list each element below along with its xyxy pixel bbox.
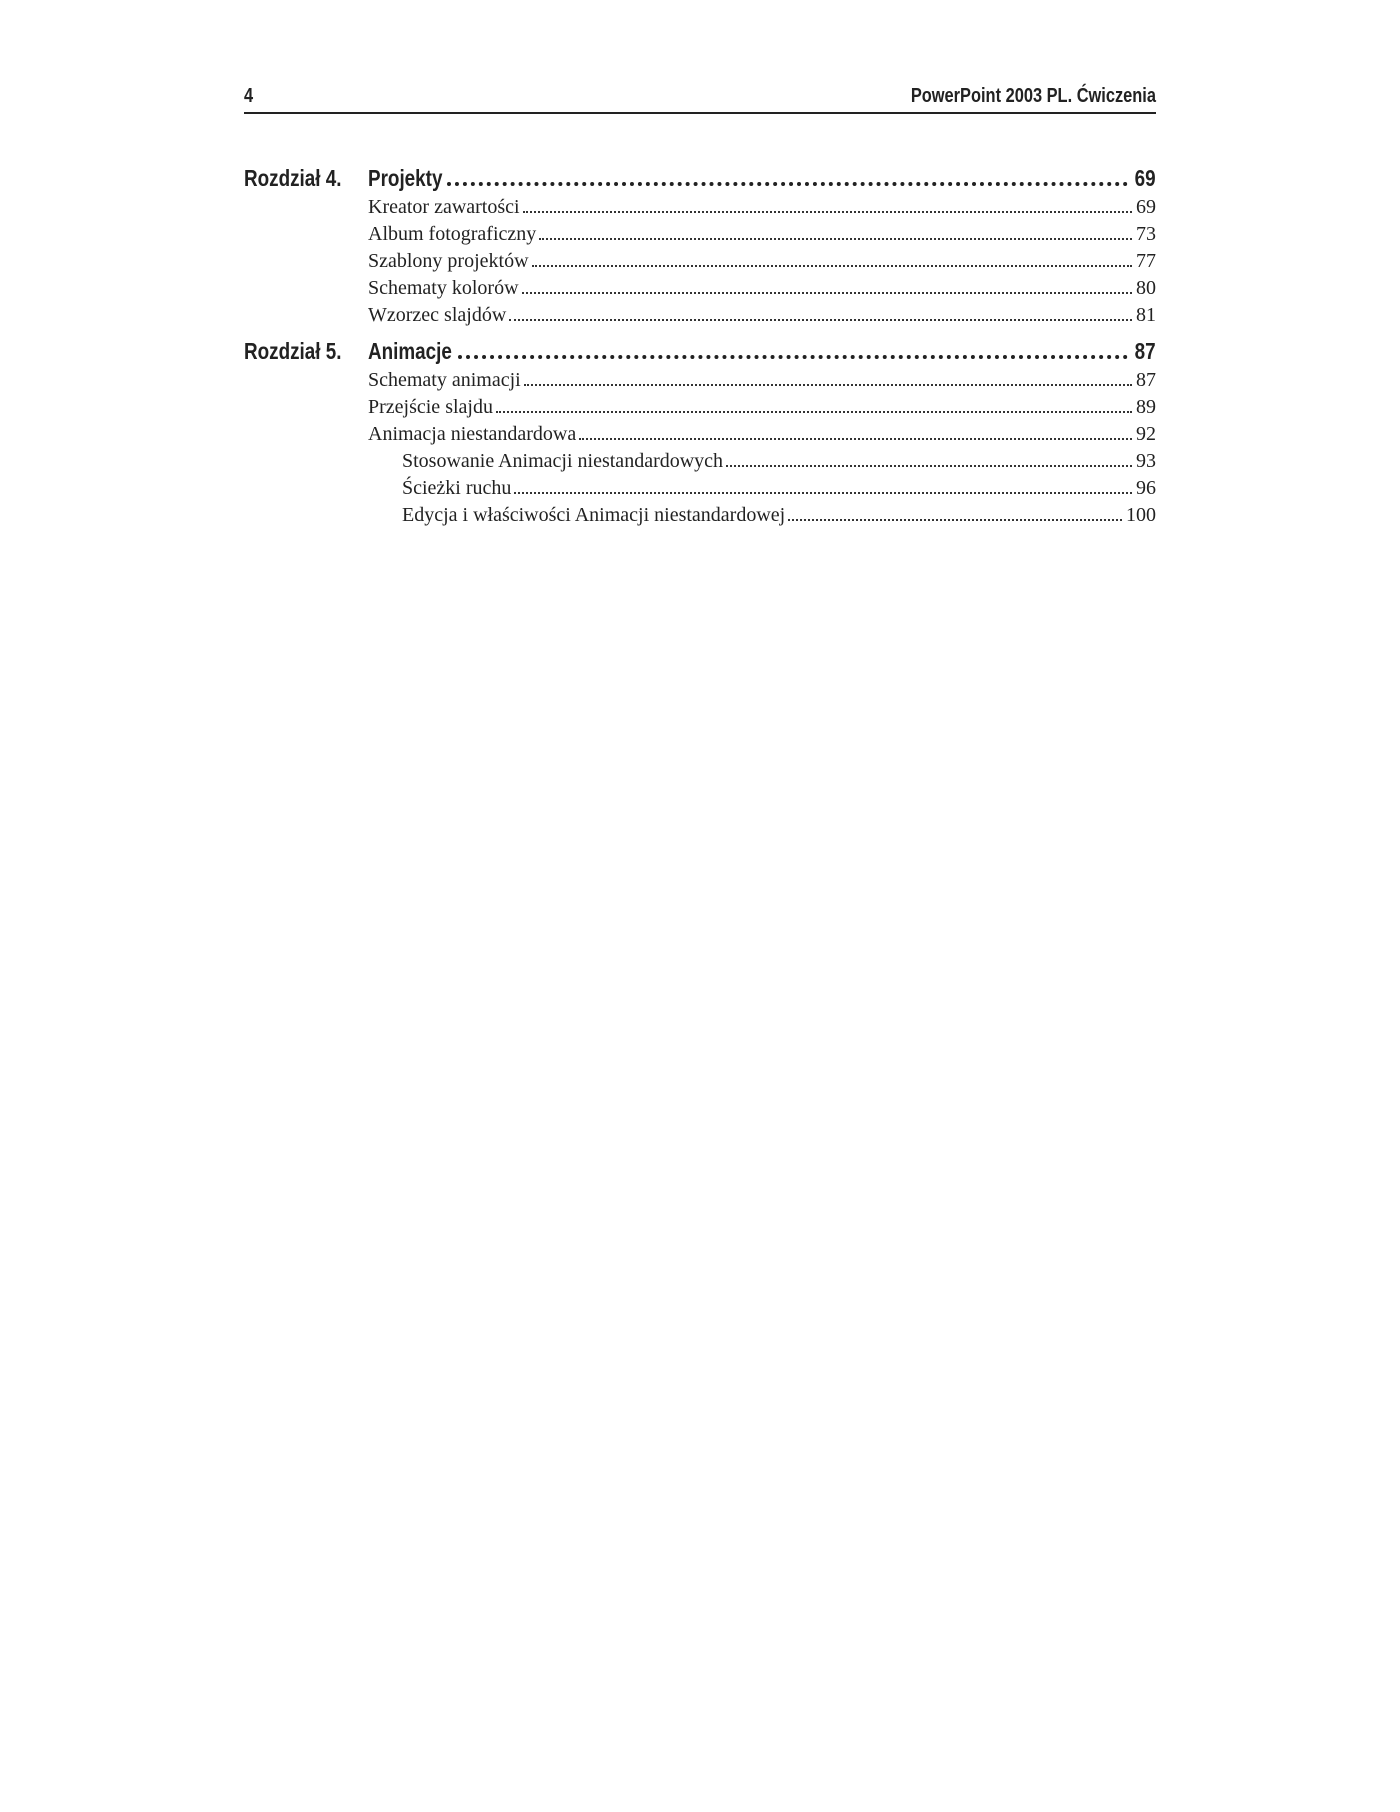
toc-subsection[interactable]	[402, 475, 1156, 502]
section-page-number: 81	[1136, 304, 1156, 326]
book-title: PowerPoint 2003 PL. Ćwiczenia	[910, 85, 1156, 107]
dot-leader	[458, 355, 1128, 359]
dot-leader	[788, 519, 1122, 521]
section-title: Schematy kolorów	[368, 277, 519, 299]
subsection-title: Edycja i właściwości Animacji niestandardowej	[402, 504, 786, 526]
dot-leader	[447, 182, 1129, 186]
page-header	[244, 84, 1156, 114]
dot-leader	[579, 438, 1132, 440]
chapter-title: Projekty	[368, 165, 443, 191]
section-title: Animacja niestandardowa	[368, 423, 577, 445]
section-page-number: 92	[1136, 423, 1156, 445]
subsection-title: Stosowanie Animacji niestandardowych	[402, 450, 724, 472]
section-title: Schematy animacji	[368, 369, 521, 391]
dot-leader	[539, 238, 1132, 240]
toc-section[interactable]	[368, 275, 1156, 302]
dot-leader	[524, 384, 1132, 386]
chapter-title: Animacje	[368, 338, 452, 364]
toc-chapter-5[interactable]	[244, 335, 1156, 367]
section-title: Album fotograficzny	[368, 223, 537, 245]
section-page-number: 69	[1136, 196, 1156, 218]
dot-leader	[496, 411, 1132, 413]
section-title: Kreator zawartości	[368, 196, 520, 218]
subsection-page-number: 100	[1126, 504, 1156, 526]
chapter-entry	[368, 162, 1156, 194]
toc-section[interactable]	[368, 221, 1156, 248]
toc-section[interactable]	[368, 302, 1156, 329]
dot-leader	[509, 319, 1132, 321]
toc-subsection[interactable]	[402, 448, 1156, 475]
dot-leader	[522, 292, 1132, 294]
chapter-label: Rozdział 4.	[244, 165, 342, 191]
toc-section[interactable]	[368, 248, 1156, 275]
toc-section[interactable]	[368, 367, 1156, 394]
toc-section[interactable]	[368, 421, 1156, 448]
section-page-number: 80	[1136, 277, 1156, 299]
subsection-title: Ścieżki ruchu	[402, 477, 512, 499]
chapter-page-number: 87	[1135, 338, 1156, 364]
dot-leader	[726, 465, 1132, 467]
dot-leader	[514, 492, 1132, 494]
section-page-number: 89	[1136, 396, 1156, 418]
toc-section[interactable]	[368, 394, 1156, 421]
toc-subsection[interactable]	[402, 502, 1156, 529]
section-page-number: 73	[1136, 223, 1156, 245]
chapter-label: Rozdział 5.	[244, 338, 342, 364]
subsection-page-number: 96	[1136, 477, 1156, 499]
dot-leader	[532, 265, 1132, 267]
section-title: Wzorzec slajdów	[368, 304, 507, 326]
dot-leader	[523, 211, 1132, 213]
page-number: 4	[244, 85, 254, 107]
section-title: Szablony projektów	[368, 250, 529, 272]
chapter-entry	[368, 335, 1156, 367]
section-page-number: 77	[1136, 250, 1156, 272]
table-of-contents	[244, 162, 1156, 529]
section-title: Przejście slajdu	[368, 396, 493, 418]
section-page-number: 87	[1136, 369, 1156, 391]
subsection-page-number: 93	[1136, 450, 1156, 472]
toc-section[interactable]	[368, 194, 1156, 221]
chapter-page-number: 69	[1135, 165, 1156, 191]
toc-chapter-4[interactable]	[244, 162, 1156, 194]
